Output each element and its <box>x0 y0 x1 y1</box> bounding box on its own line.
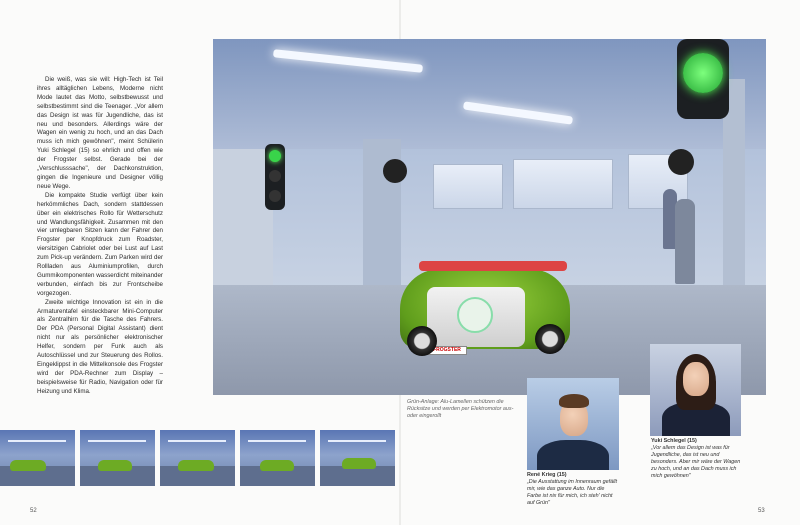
portrait-quote: „Die Ausstattung im Innenraum gefällt mir, wie das ganze Auto. Nur die Farbe ist nix für mich, ich steh' nicht auf Grün" <box>527 479 617 506</box>
green-vw-lamp-icon <box>683 53 723 93</box>
hair <box>559 394 589 408</box>
lamp-off-icon <box>269 190 281 202</box>
thumbnail-photo <box>240 430 315 486</box>
thumb-car <box>98 460 132 471</box>
thumb-light <box>168 440 226 442</box>
lamp-off-icon <box>269 170 281 182</box>
thumb-light <box>248 440 306 442</box>
hero-photo-parking-garage <box>213 39 766 395</box>
thumb-light <box>8 440 66 442</box>
thumb-car <box>10 460 46 471</box>
face <box>683 362 709 396</box>
person-boy <box>675 199 695 284</box>
mirror-icon <box>383 159 407 183</box>
thumbnail-photo <box>320 430 395 486</box>
portrait-quote: „Vor allem das Design ist was für Jugendliche, das ist neu und besonders. Aber mir wäre der Wagen zu hoch, und an das Dach muss ich mich gewöhnen" <box>651 445 741 479</box>
portrait-name: René Krieg (15) <box>527 472 567 478</box>
quote-yuki <box>651 438 747 480</box>
thumbnail-photo <box>160 430 235 486</box>
vw-logo-icon <box>457 297 493 333</box>
thumb-car <box>342 458 376 469</box>
article-body <box>37 76 163 397</box>
photo-caption: Grün-Anlage: Alu-Lamellen schützen die Rücksitze und werden per Elektromotor aus- oder eingerollt <box>407 399 514 419</box>
garage-wall <box>213 149 273 289</box>
portrait-yuki <box>650 344 741 436</box>
page-number-right: 53 <box>758 508 765 514</box>
thumb-floor <box>320 466 395 486</box>
thumb-light <box>328 440 386 442</box>
traffic-light-right <box>677 39 729 119</box>
paragraph-2: Die kompakte Studie verfügt über kein herkömmliches Dach, sondern stattdessen über ein elektrisches Rollo für Wetterschutz und Wandlungsfähigkeit. Zusammen mit den vier umlegbaren Sitzen kann der Fahrer den Frogster per Knopfdruck zum Roadster, viersitzigen Cabriolet oder bei Lust auf Last zum Pick-up verändern. Zum Parken wird der Rollladen aus Aluminiumprofilen, durch Gummikomponenten wasserdicht miteinander verbunden, einfach bis zur Frontscheibe vorgezogen. <box>37 191 163 297</box>
license-plate: FROGSTER <box>427 346 467 355</box>
portrait-rene <box>527 378 619 470</box>
garage-opening <box>433 164 503 209</box>
thumb-car <box>260 460 294 471</box>
green-lamp-icon <box>269 150 281 162</box>
garage-opening <box>513 159 613 209</box>
car-rollbar <box>419 261 567 271</box>
thumbnail-photo <box>0 430 75 486</box>
shirt <box>537 440 609 470</box>
thumbnail-photo <box>80 430 155 486</box>
mirror-icon <box>668 149 694 175</box>
paragraph-3: Zweite wichtige Innovation ist ein in die Armaturentafel einsteckbarer Mini-Computer als Zentralhirn für die Tasche des Fahrers. Der PDA (Personal Digital Assistant) dient nicht nur als persönlicher elektronischer Helfer, sondern per Funk auch als Autoschlüssel und zur Steuerung des Rollos. Eingeklippst in die Mittelkonsole des Frogster wird der PDA-Rechner zum Display – beispielsweise für Radio, Navigation oder für Heizung und Klima. <box>37 298 163 395</box>
portrait-name: Yuki Schlegel (15) <box>651 438 697 444</box>
quote-rene <box>527 472 619 507</box>
page-number-left: 52 <box>30 508 37 514</box>
thumb-car <box>178 460 214 471</box>
traffic-light-left <box>265 144 285 210</box>
wheel-icon <box>535 324 565 354</box>
thumb-light <box>88 440 146 442</box>
paragraph-1: Die weiß, was sie will: High-Tech ist Teil ihres alltäglichen Lebens, Moderne nicht Mode lautet das Motto, selbstbewusst und selbstbestimmt sind die Teenager. „Vor allem das Design ist was für Jugendliche, das ist neu und besonders. Allerdings wäre der Wagen ein wenig zu hoch, und an das Dach muss ich mich gewöhnen", meint Schülerin Yuki Schlegel (15) so ehrlich und offen wie der Frogster selbst. Gerade bei der „Verschlusssache", der Dachkonstruktion, gingen die Ingenieure und Designer völlig neue Wege. <box>37 76 163 190</box>
wheel-icon <box>407 326 437 356</box>
